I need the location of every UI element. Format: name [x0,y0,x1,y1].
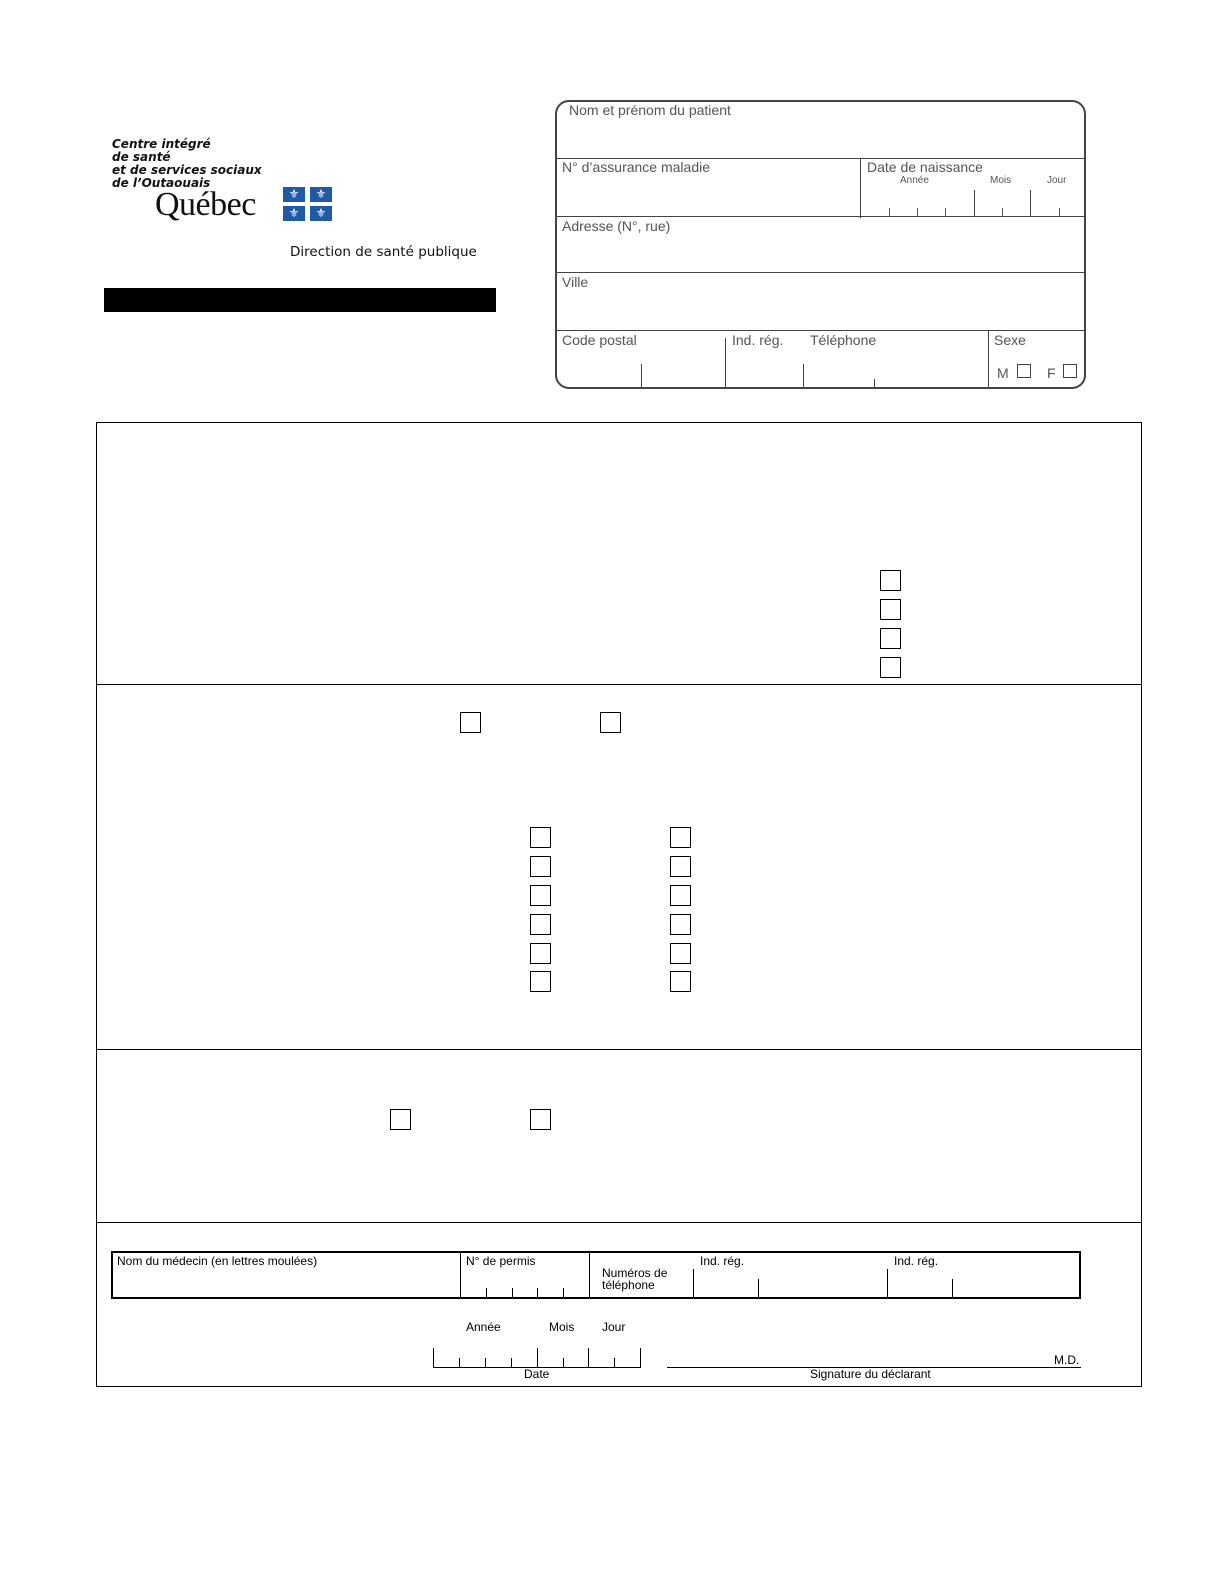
region-code-label: Ind. rég. [732,332,784,348]
organization-name [112,138,312,190]
insurance-label: N° d’assurance maladie [562,159,711,175]
doctor-name-label: Nom du médecin (en lettres moulées) [117,1254,318,1268]
grid-checkbox-right-2[interactable] [670,856,691,877]
grid-checkbox-right-6[interactable] [670,971,691,992]
male-checkbox[interactable] [1017,364,1031,378]
divider [874,379,875,389]
phones-label [602,1267,667,1291]
section2-checkbox-a[interactable] [460,712,481,733]
address-label: Adresse (N°, rue) [562,218,671,234]
direction-label: Direction de santé publique [290,244,477,260]
divider [693,1269,694,1297]
tick [1059,208,1060,216]
grid-checkbox-left-5[interactable] [530,943,551,964]
divider [803,364,804,389]
tick [1002,208,1003,216]
section1-checkbox-4[interactable] [880,657,901,678]
date-label: Date [524,1367,550,1381]
year-label: Année [900,175,929,186]
grid-checkbox-left-4[interactable] [530,914,551,935]
divider [860,158,861,218]
divider [758,1279,759,1297]
org-line-2: de santé [112,150,171,164]
phone-label: Téléphone [810,332,877,348]
phones-label-line-1: Numéros de [602,1266,668,1280]
divider [557,216,1084,217]
md-label: M.D. [1054,1353,1080,1367]
postal-code-label: Code postal [562,332,637,348]
divider [460,1253,461,1297]
grid-checkbox-right-4[interactable] [670,914,691,935]
tick [486,1288,487,1297]
signature-year-label: Année [466,1320,501,1334]
section-divider [97,1222,1141,1223]
tick [588,1348,589,1368]
city-label: Ville [562,274,589,290]
redaction-bar [104,288,496,312]
section3-checkbox-a[interactable] [390,1109,411,1130]
divider [557,330,1084,331]
grid-checkbox-left-1[interactable] [530,827,551,848]
section-divider [97,1049,1141,1050]
divider [1030,190,1031,216]
tick [512,1288,513,1297]
tick [537,1348,538,1368]
section1-checkbox-2[interactable] [880,599,901,620]
org-line-1: Centre intégré [112,137,211,151]
divider [952,1279,953,1297]
fleur-de-lis-icon: ⚜ [283,187,305,202]
tick [889,208,890,216]
signature-month-label: Mois [549,1320,575,1334]
divider [557,272,1084,273]
month-label: Mois [990,175,1012,186]
patient-name-label: Nom et prénom du patient [569,102,731,118]
fleur-de-lis-icon: ⚜ [310,187,332,202]
grid-checkbox-right-5[interactable] [670,943,691,964]
signature-label: Signature du déclarant [810,1367,931,1381]
tick [537,1288,538,1297]
grid-checkbox-left-3[interactable] [530,885,551,906]
divider [974,190,975,216]
tick [433,1348,434,1368]
birth-date-label: Date de naissance [867,159,983,175]
divider [725,338,726,389]
signature-day-label: Jour [602,1320,626,1334]
permit-label: N° de permis [466,1254,536,1268]
female-checkbox[interactable] [1063,364,1077,378]
section1-checkbox-3[interactable] [880,628,901,649]
divider [988,330,989,389]
tick [917,208,918,216]
grid-checkbox-right-1[interactable] [670,827,691,848]
fleur-de-lis-icon: ⚜ [310,206,332,221]
org-line-4: de l’Outaouais [112,176,211,190]
tick [563,1288,564,1297]
divider [589,1253,590,1297]
female-label: F [1047,365,1056,381]
tick [640,1348,641,1368]
section2-checkbox-b[interactable] [600,712,621,733]
region-code-label-1: Ind. rég. [700,1254,745,1268]
quebec-wordmark: Québec [155,186,256,223]
phones-label-line-2: téléphone [602,1278,655,1292]
divider [641,364,642,389]
male-label: M [997,365,1009,381]
org-line-3: et de services sociaux [112,163,262,177]
grid-checkbox-right-3[interactable] [670,885,691,906]
tick [945,208,946,216]
grid-checkbox-left-6[interactable] [530,971,551,992]
declaration-form [96,422,1142,1387]
sex-label: Sexe [994,332,1026,348]
day-label: Jour [1047,175,1067,186]
divider [887,1269,888,1297]
section-divider [97,684,1141,685]
region-code-label-2: Ind. rég. [894,1254,939,1268]
quebec-flag-icon [283,187,332,221]
doctor-info-box [111,1251,1081,1299]
patient-card [555,100,1086,389]
section3-checkbox-b[interactable] [530,1109,551,1130]
grid-checkbox-left-2[interactable] [530,856,551,877]
fleur-de-lis-icon: ⚜ [283,206,305,221]
section1-checkbox-1[interactable] [880,570,901,591]
